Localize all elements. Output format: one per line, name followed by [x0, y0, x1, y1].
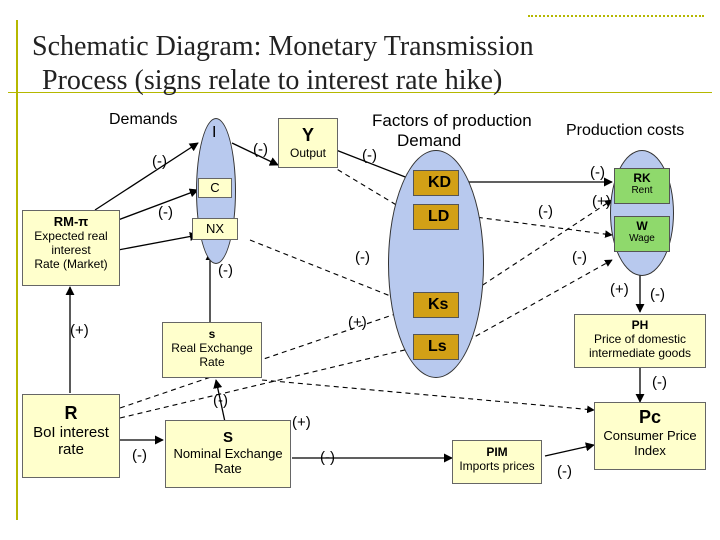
sign-to-supply: (-) — [355, 249, 370, 266]
node-c-label: C — [210, 180, 220, 195]
node-r — [22, 394, 120, 478]
title-line-1: Schematic Diagram: Monetary Transmission — [32, 31, 534, 62]
node-rm-sub3: Rate (Market) — [34, 257, 108, 271]
sign-r-up: (+) — [70, 322, 89, 339]
node-pc — [594, 402, 706, 470]
node-rm — [22, 210, 120, 286]
node-ph-label: PH — [631, 318, 649, 332]
node-s-nominal — [165, 420, 291, 488]
node-ph — [574, 314, 706, 368]
sign-ks-plus: (+) — [348, 314, 367, 331]
node-w-label: W — [636, 219, 648, 233]
node-nx-label: NX — [205, 221, 225, 236]
node-s-real-sub1: Real Exchange — [171, 341, 253, 355]
node-s-real-label: s — [208, 327, 216, 341]
node-rm-sub1: Expected real — [34, 229, 108, 243]
node-r-label: R — [64, 403, 78, 423]
node-y — [278, 118, 338, 168]
node-pc-label: Pc — [638, 407, 662, 427]
sign-pim-pc: (-) — [557, 463, 572, 480]
node-rm-sub2: interest — [51, 243, 91, 257]
node-w — [614, 216, 670, 252]
node-kd-label: KD — [428, 174, 452, 191]
sign-y-factors: (-) — [362, 147, 377, 164]
node-s-nominal-sub2: Rate — [214, 461, 242, 476]
sign-supply-w: (-) — [572, 249, 587, 266]
node-ld — [413, 204, 459, 230]
node-s-real-sub2: Rate — [199, 355, 225, 369]
node-rm-label: RM-π — [53, 214, 89, 229]
production-costs-header: Production costs — [566, 122, 685, 139]
node-pc-sub2: Index — [634, 443, 666, 458]
node-pim — [452, 440, 542, 484]
node-ld-label: LD — [428, 208, 450, 225]
node-ph-sub1: Price of domestic — [593, 332, 687, 346]
node-rk-sub: Rent — [631, 185, 653, 196]
node-ks — [413, 292, 459, 318]
sign-s-pim: (-) — [320, 449, 335, 466]
node-i-label: I — [212, 124, 217, 141]
node-ls-label: Ls — [428, 338, 447, 355]
node-w-sub: Wage — [629, 233, 655, 244]
node-ph-sub2: intermediate goods — [588, 346, 692, 360]
node-c — [198, 178, 232, 198]
factors-header-line1: Factors of production — [372, 111, 532, 130]
node-s-nominal-label: S — [222, 429, 233, 446]
factors-header-line2: Demand — [397, 131, 462, 150]
sign-s-plus: (+) — [292, 414, 311, 431]
sign-s-down: (-) — [213, 392, 228, 409]
sign-costs-rk-plus: (+) — [592, 193, 611, 210]
sign-rm-demand: (-) — [152, 153, 167, 170]
sign-ph-down: (-) — [652, 374, 667, 391]
node-s-real — [162, 322, 262, 378]
sign-ld-w: (-) — [538, 203, 553, 220]
sign-w-minus: (-) — [650, 286, 665, 303]
title-line-2: Process (signs relate to interest rate hike) — [42, 65, 503, 96]
node-nx — [192, 218, 238, 240]
node-r-sub1: BoI interest — [33, 424, 109, 441]
node-s-nominal-sub1: Nominal Exchange — [173, 446, 283, 461]
node-rk — [614, 168, 670, 204]
sign-i-y: (-) — [253, 141, 268, 158]
node-ls — [413, 334, 459, 360]
node-y-sub: Output — [289, 146, 327, 160]
node-rk-label: RK — [633, 171, 651, 185]
node-ks-label: Ks — [428, 296, 449, 313]
node-pim-sub: Imports prices — [459, 459, 535, 473]
node-r-sub2: rate — [58, 441, 84, 458]
node-y-label: Y — [301, 125, 314, 145]
demands-header: Demands — [109, 111, 178, 128]
sign-nx: (-) — [218, 262, 233, 279]
sign-r-s: (-) — [132, 447, 147, 464]
sign-rm-c: (-) — [158, 204, 173, 221]
sign-costs-rk: (-) — [590, 164, 605, 181]
node-pc-sub1: Consumer Price — [603, 428, 697, 443]
node-kd — [413, 170, 459, 196]
node-pim-label: PIM — [486, 445, 508, 459]
sign-w-plus: (+) — [610, 281, 629, 298]
